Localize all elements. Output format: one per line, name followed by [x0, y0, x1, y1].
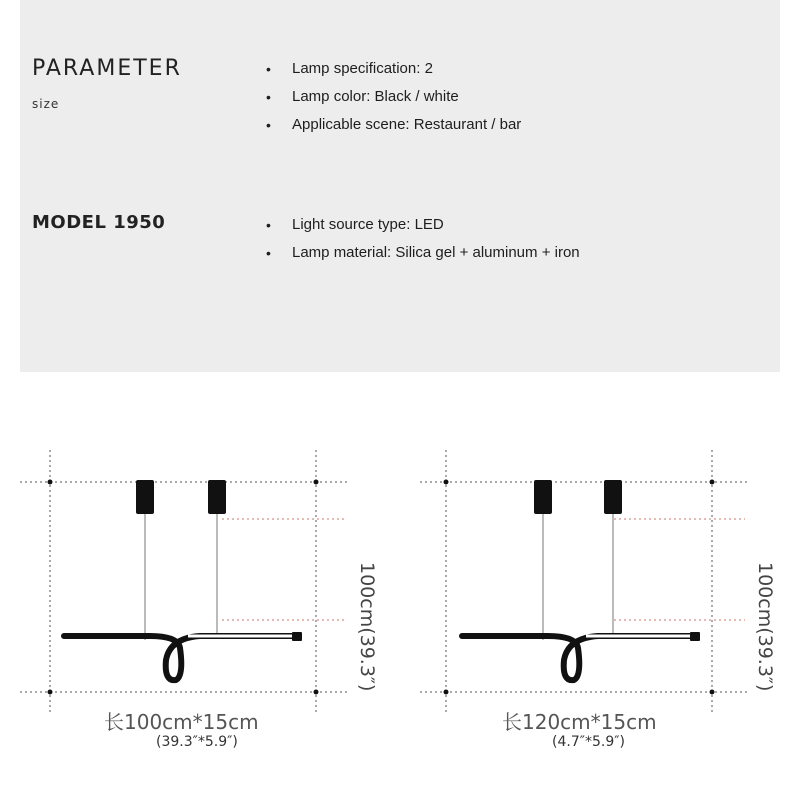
bullet-icon: •: [266, 89, 271, 105]
lamp-diagram-120cm: [400, 440, 800, 720]
guide-lines: [420, 450, 750, 715]
lamp-diagram-100cm: [0, 440, 400, 720]
bullet-icon: •: [266, 61, 271, 77]
canopy-icon: [208, 480, 226, 514]
spec-item: [262, 58, 521, 86]
model-name: MODEL 1950: [32, 212, 166, 233]
length-label-left: 长100cm*15cm: [104, 710, 259, 734]
accent-lines: [222, 519, 345, 620]
lamp-end-cap: [690, 632, 700, 641]
lamp-end-cap: [292, 632, 302, 641]
canopy-icon: [604, 480, 622, 514]
lamp-body: [64, 636, 296, 680]
spec-item: [262, 214, 580, 242]
lamp-body: [462, 636, 694, 680]
spec-list-top: [262, 58, 521, 142]
canopy-icon: [136, 480, 154, 514]
accent-lines: [614, 519, 745, 620]
length-label-right: 长120cm*15cm: [502, 710, 657, 734]
guide-lines: [20, 450, 350, 715]
spec-text: Applicable scene: Restaurant / bar: [292, 116, 522, 133]
length-inches-left: (39.3″*5.9″): [156, 734, 238, 750]
height-label-left: 100cm(39.3″): [356, 562, 378, 692]
bullet-icon: •: [266, 245, 271, 261]
bullet-icon: •: [266, 117, 271, 133]
spec-item: [262, 114, 521, 142]
spec-list-bottom: [262, 214, 580, 270]
spec-text: Lamp material: Silica gel + aluminum + iron: [292, 244, 580, 261]
canopy-icon: [534, 480, 552, 514]
parameter-title: PARAMETER: [32, 56, 182, 81]
spec-item: [262, 86, 521, 114]
spec-text: Light source type: LED: [292, 216, 444, 233]
bullet-icon: •: [266, 217, 271, 233]
parameter-subtitle: size: [32, 97, 60, 111]
length-inches-right: (4.7″*5.9″): [552, 734, 625, 750]
spec-item: [262, 242, 580, 270]
height-label-right: 100cm(39.3″): [754, 562, 776, 692]
spec-text: Lamp specification: 2: [292, 60, 433, 77]
spec-text: Lamp color: Black / white: [292, 88, 459, 105]
